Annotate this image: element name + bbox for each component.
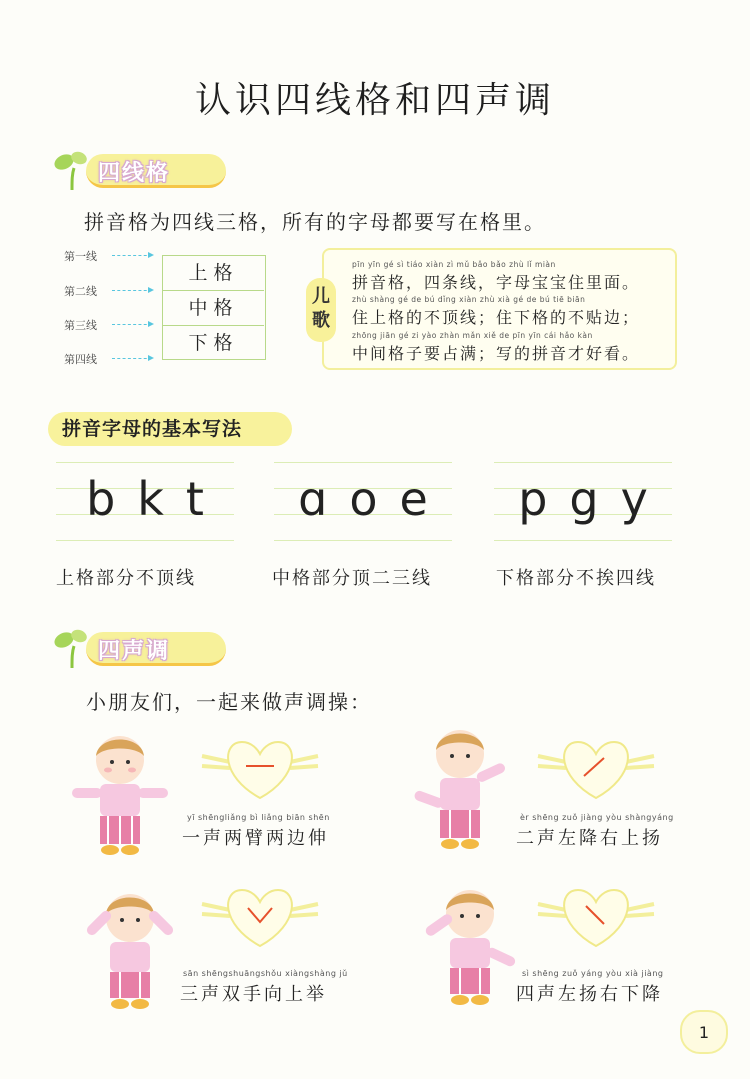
heart-tone2-icon <box>536 736 656 806</box>
section-header-four-tones <box>52 624 232 670</box>
grid-cell-upper: 上格 <box>188 262 239 284</box>
kid-arms-out-icon <box>70 730 170 860</box>
grid-line <box>274 540 452 541</box>
rhyme-tag: 儿歌 <box>306 278 336 342</box>
rhyme-line-1 <box>352 260 672 293</box>
letters: pgy <box>518 472 670 526</box>
section-label: 四声调 <box>98 639 171 664</box>
letters: bkt <box>86 472 226 526</box>
grid-line <box>56 540 234 541</box>
rhyme-text: 拼音格，四条线，字母宝宝住里面。 <box>352 273 641 292</box>
four-line-intro: 拼音格为四线三格，所有的字母都要写在格里。 <box>84 210 546 234</box>
tone-caption: 三声双手向上举 <box>180 984 327 1005</box>
rhyme-text: 住上格的不顶线；住下格的不贴边； <box>352 308 641 327</box>
rhyme-line-3 <box>352 331 672 364</box>
kid-arms-up-icon <box>80 884 180 1014</box>
letters: ɑoe <box>298 472 450 526</box>
heart-tone1-icon <box>200 736 320 806</box>
arrow-icon <box>112 290 152 291</box>
grid-line <box>494 462 672 463</box>
tone-caption: 一声两臂两边伸 <box>182 828 329 849</box>
arrow-icon <box>112 324 152 325</box>
letter-caption: 上格部分不顶线 <box>56 568 196 589</box>
tone-pinyin: sān shēngshuāngshǒu xiàngshàng jǔ <box>183 969 348 978</box>
heart-tone3-icon <box>200 884 320 954</box>
rhyme-pinyin: pīn yīn gé sì tiáo xiàn zì mǔ bǎo bǎo zhù lǐ miàn <box>352 260 556 269</box>
grid-cell-lower: 下格 <box>188 332 239 354</box>
letter-group-lower <box>494 462 672 542</box>
grid-line <box>494 540 672 541</box>
line-label-4: 第四线 <box>64 353 97 366</box>
kid-left-down-right-up-icon <box>410 724 510 854</box>
rhyme-line-2 <box>352 295 672 328</box>
four-line-grid <box>162 255 266 360</box>
rhyme-pinyin: zhōng jiān gé zi yào zhàn mǎn xiě de pīn yīn cái hǎo kàn <box>352 331 593 340</box>
letter-caption: 下格部分不挨四线 <box>496 568 656 589</box>
tone-pinyin: èr shēng zuǒ jiàng yòu shàngyáng <box>520 813 674 822</box>
letter-caption: 中格部分顶二三线 <box>272 568 432 589</box>
arrow-icon <box>112 358 152 359</box>
grid-line <box>56 462 234 463</box>
page-number: 1 <box>680 1010 728 1054</box>
grid-line <box>274 462 452 463</box>
kid-left-up-right-down-icon <box>420 880 520 1010</box>
rhyme-pinyin: zhù shàng gé de bú dǐng xiàn zhù xià gé de bú tiē biān <box>352 295 586 304</box>
line-label-1: 第一线 <box>64 250 97 263</box>
section-header-four-lines <box>52 146 232 192</box>
heart-tone4-icon <box>536 884 656 954</box>
rhyme-text: 中间格子要占满；写的拼音才好看。 <box>352 344 641 363</box>
section-label: 四线格 <box>98 161 171 186</box>
tone-pinyin: sì shēng zuǒ yáng yòu xià jiàng <box>522 969 664 978</box>
letter-group-middle <box>274 462 452 542</box>
tone-caption: 四声左扬右下降 <box>516 984 663 1005</box>
tone-intro: 小朋友们，一起来做声调操： <box>86 690 372 714</box>
tone-pinyin: yī shēngliǎng bì liǎng biān shēn <box>187 813 330 822</box>
line-label-2: 第二线 <box>64 285 97 298</box>
basic-writing-header: 拼音字母的基本写法 <box>48 412 292 446</box>
tone-caption: 二声左降右上扬 <box>516 828 663 849</box>
letter-group-upper <box>56 462 234 542</box>
grid-cell-middle: 中格 <box>188 297 239 319</box>
line-label-3: 第三线 <box>64 319 97 332</box>
page-title: 认识四线格和四声调 <box>194 80 555 121</box>
arrow-icon <box>112 255 152 256</box>
